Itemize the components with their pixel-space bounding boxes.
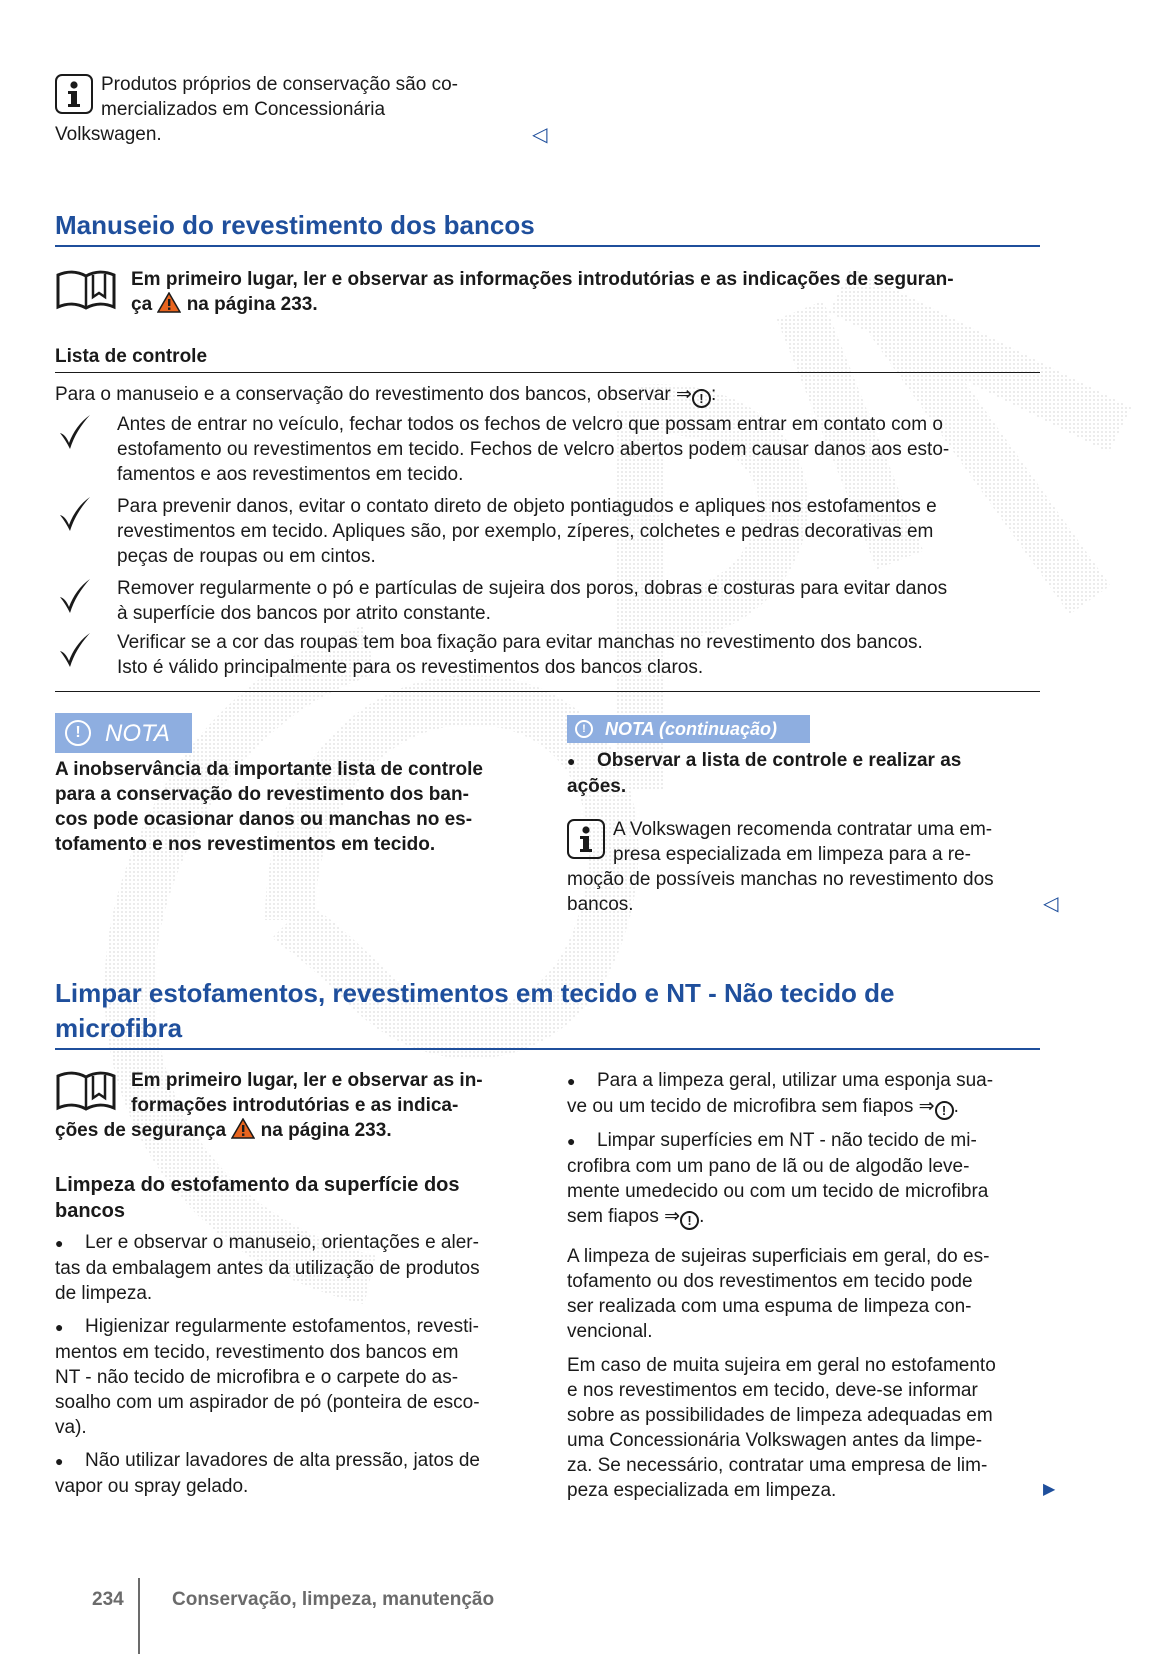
nota-badge [55, 713, 192, 753]
nota-text: A inobservância da importante lista de controle para a conservação do revestimento dos ban- cos pode ocasionar danos ou manchas no es- tofamento e nos revestimentos em tecido. [55, 759, 483, 855]
notice-icon: ! [575, 720, 593, 738]
paragraph-superficial-cleaning: A limpeza de sujeiras superficiais em geral, do es- tofamento ou dos revestimentos em tecido pode ser realizada com uma espuma de limpeza con- vencional. [567, 1246, 990, 1342]
checklist-rule-top [55, 372, 1040, 373]
section-end-marker: ◁ [532, 124, 548, 146]
continue-marker[interactable]: ▶ [1043, 1481, 1056, 1498]
checklist-rule-bottom [55, 691, 1040, 692]
intro-line-2: mercializados em Concessionária [101, 99, 386, 120]
page-number: 234 [92, 1589, 124, 1610]
right-bullet-1: ● Para a limpeza geral, utilizar uma esponja sua- ve ou um tecido de microfibra sem fiapos ⇒ ! . [567, 1070, 994, 1118]
checkmark-icon [55, 576, 95, 616]
notice-icon: ! [65, 720, 91, 746]
info-icon [567, 819, 605, 859]
checkmark-icon [55, 630, 95, 670]
checklist-intro: Para o manuseio e a conservação do revestimento dos bancos, observar ⇒ ! : [55, 384, 717, 406]
book-icon [55, 269, 117, 313]
paragraph-heavy-dirt: Em caso de muita sujeira em geral no estofamento e nos revestimentos em tecido, deve-se informar sobre as possibilidades de limpeza adequadas em uma Concessionária Volkswagen antes da limpe- za. Se necessário, contratar uma empresa de lim- peza especializada em limpeza. [567, 1355, 996, 1501]
section-end-marker: ◁ [1043, 893, 1059, 915]
right-column [567, 1068, 1042, 1503]
cleaning-subhead: Limpeza do estofamento da superfície dos bancos [55, 1174, 460, 1222]
nota-continuation-text: ● Observar a lista de controle e realizar as ações. [567, 750, 962, 797]
footer-divider [138, 1578, 140, 1654]
notice-icon[interactable]: ! [935, 1101, 954, 1120]
notice-icon[interactable]: ! [692, 389, 711, 408]
list-item: ● Higienizar regularmente estofamentos, revesti- mentos em tecido, revestimento dos bancos em NT - não tecido de microfibra e o carpete do as- soalho com um aspirador de pó (ponteira de esco- va). [55, 1316, 480, 1438]
footer-chapter: Conservação, limpeza, manutenção [172, 1589, 495, 1610]
nota-label: NOTA [105, 719, 170, 747]
intro-reference [55, 267, 1040, 319]
right-bullet-2: ● Limpar superfícies em NT - não tecido de mi- crofibra com um pano de lã ou de algodão leve- mente umedecido ou com um tecido de microfibra sem fiapos ⇒ ! . [567, 1130, 989, 1228]
book-icon [55, 1070, 117, 1114]
reference-line-1: Em primeiro lugar, ler e observar as informações introdutórias e as indicações de seguran- [131, 269, 954, 290]
info-icon [55, 74, 93, 114]
checklist-title: Lista de controle [55, 346, 208, 367]
warning-triangle-icon [157, 292, 181, 313]
nota-continuation-label: NOTA (continuação) [605, 718, 777, 739]
reference-page-link[interactable]: na página 233. [260, 1120, 392, 1141]
left-bullet-list [55, 1230, 535, 1507]
intro-reference-2: Em primeiro lugar, ler e observar as in- formações introdutórias e as indica- ções de segurança na página 233. [55, 1070, 483, 1141]
checkmark-icon [55, 412, 95, 452]
list-item: ● Ler e observar o manuseio, orientações e aler- tas da embalagem antes da utilização de produtos de limpeza. [55, 1232, 480, 1304]
recommendation-info-note: A Volkswagen recomenda contratar uma em- presa especializada em limpeza para a re- moção de possíveis manchas no revestimento dos bancos. [567, 819, 994, 915]
notice-icon[interactable]: ! [680, 1211, 699, 1230]
list-item: ● Não utilizar lavadores de alta pressão, jatos de vapor ou spray gelado. [55, 1450, 481, 1497]
reference-page-link[interactable]: na página 233. [186, 294, 318, 315]
reference-line-2: ça na página 233. [131, 294, 318, 315]
intro-info-note [55, 72, 535, 147]
section-title-cleaning: Limpar estofamentos, revestimentos em tecido e NT - Não tecido de microfibra [55, 976, 1040, 1050]
intro-line-1: Produtos próprios de conservação são co- [101, 74, 458, 95]
intro-line-3: Volkswagen. [55, 124, 162, 145]
warning-triangle-icon [231, 1118, 255, 1139]
section-title-seat-upholstery: Manuseio do revestimento dos bancos [55, 208, 1040, 247]
checkmark-icon [55, 494, 95, 534]
nota-continuation-badge [567, 715, 810, 743]
